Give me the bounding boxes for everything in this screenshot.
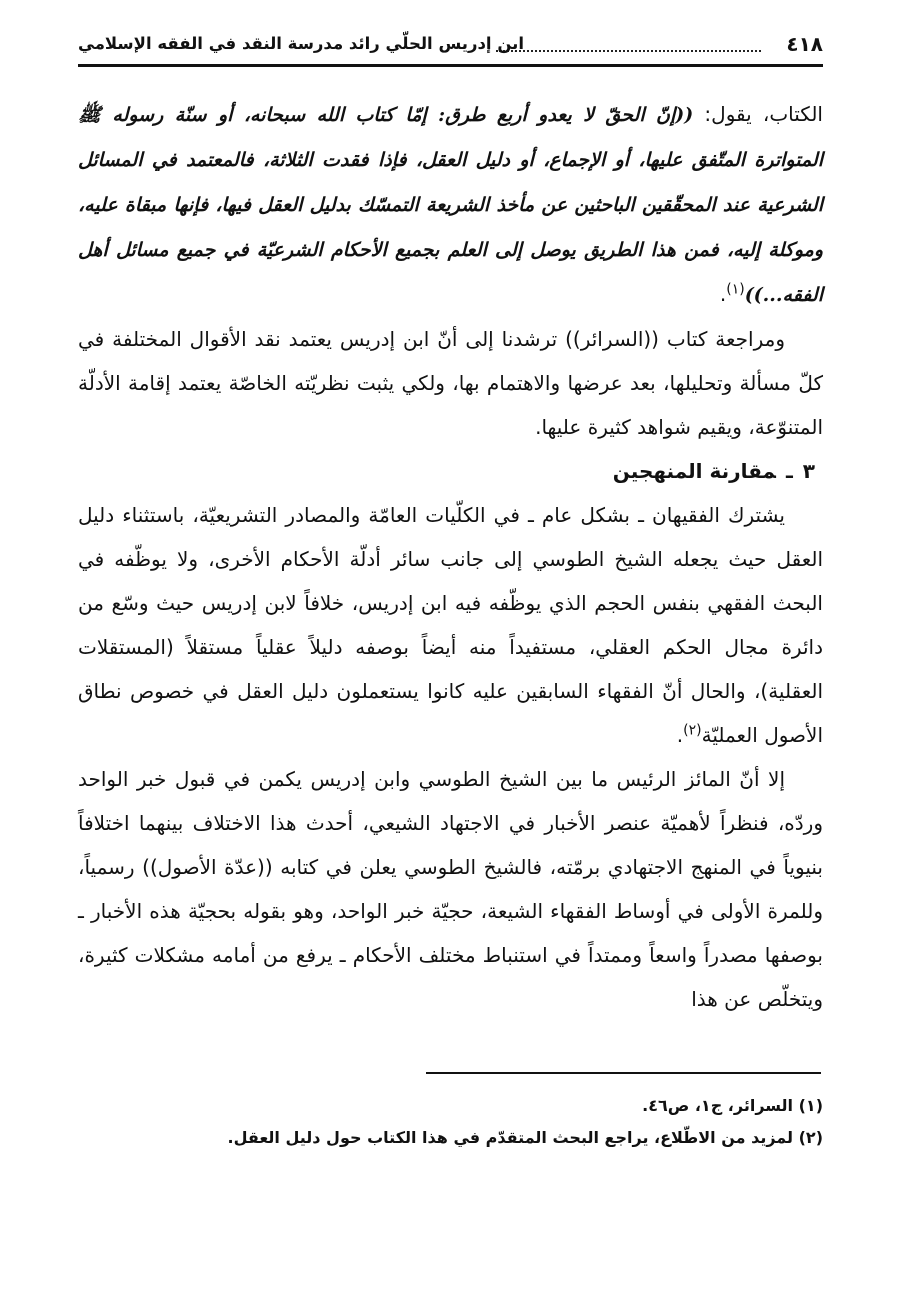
section-dash: ـ bbox=[785, 459, 793, 483]
footnote-2: (٢) لمزيد من الاطّلاع، يراجع البحث المتقدّم في هذا الكتاب حول دليل العقل. bbox=[227, 1128, 823, 1147]
paragraph-quote bbox=[78, 92, 823, 317]
section-heading bbox=[78, 449, 823, 493]
footnote-ref-2: (٢) bbox=[683, 722, 702, 739]
paragraph-comparison-text: يشترك الفقيهان ـ بشكل عام ـ في الكلّيات العامّة والمصادر التشريعيّة، باستثناء دليل العقل حيث يجعله الشيخ الطوسي إلى جانب سائر أدلّة الأحكام الأخرى، ولا يوظّفه في البحث الفقهي بنفس الحجم الذي يوظّفه فيه ابن إدريس، خلافاً لابن إدريس حيث وسّع من دائرة مجال الحكم العقلي، مستفيداً منه أيضاً بوصفه دليلاً عقلياً مستقلاً (المستقلات العقلية)، والحال أنّ الفقهاء السابقين عليه كانوا يستعملون دليل العقل في خصوص نطاق الأصول العمليّة bbox=[78, 503, 823, 747]
quoted-passage: ((إنّ الحقّ لا يعدو أربع طرق: إمّا كتاب الله سبحانه، أو سنّة رسوله ﷺ المتواترة المتّفق عليها، أو الإجماع، أو دليل العقل، فإذا فقدت الثلاثة، فالمعتمد في المسائل الشرعية عند المحقّقين الباحثين عن مأخذ الشريعة التمسّك بدليل العقل فيها، فإنها مبقاة عليه، وموكلة إليه، فمن هذا الطريق يوصل إلى العلم بجميع الأحكام الشرعيّة في جميع مسائل أهل الفقه...)) bbox=[78, 104, 823, 306]
footnotes bbox=[78, 1090, 823, 1154]
paragraph-single-report: إلا أنّ المائز الرئيس ما بين الشيخ الطوسي وابن إدريس يكمن في قبول خبر الواحد وردّه، فنظراً لأهميّة عنصر الأخبار في الاجتهاد الشيعي، أحدث هذا الاختلاف بينهما اختلافاً بنيوياً في المنهج الاجتهادي برمّته، فالشيخ الطوسي يعلن في كتابه ((عدّة الأصول)) رسمياً، وللمرة الأولى في أوساط الفقهاء الشيعة، حجيّة خبر الواحد، وهو بقوله بحجيّة هذه الأخبار ـ بوصفها مصدراً واسعاً وممتداً في استنباط مختلف الأحكام ـ يرفع من أمامه مشكلات كثيرة، ويتخلّص عن هذا bbox=[78, 767, 823, 1011]
paragraph-method: ومراجعة كتاب ((السرائر)) ترشدنا إلى أنّ ابن إدريس يعتمد نقد الأقوال المختلفة في كلّ مسألة وتحليلها، بعد عرضها والاهتمام بها، ولكي يثبت نظريّته الخاصّة يعتمد إقامة الأدلّة المتنوّعة، ويقيم شواهد كثيرة عليها. bbox=[78, 327, 823, 439]
header-dot-leader bbox=[496, 50, 761, 52]
footnote-1: (١) السرائر، ج١، ص٤٦. bbox=[642, 1096, 823, 1115]
section-title: مقارنة المنهجين bbox=[612, 459, 776, 483]
footnote-separator bbox=[426, 1072, 821, 1074]
paragraph-end: . bbox=[719, 282, 727, 306]
paragraph-lead: الكتاب، يقول: bbox=[693, 102, 823, 126]
paragraph-end: . bbox=[676, 723, 684, 747]
page-header bbox=[78, 30, 823, 62]
paragraph-comparison bbox=[78, 493, 823, 757]
running-title: ابن إدريس الحلّي رائد مدرسة النقد في الفقه الإسلامي bbox=[78, 34, 525, 53]
header-rule bbox=[78, 64, 823, 67]
main-text bbox=[78, 92, 823, 1021]
section-number: ٣ bbox=[802, 459, 815, 483]
page-number: ٤١٨ bbox=[786, 32, 823, 56]
footnote-ref-1: (١) bbox=[726, 281, 745, 298]
